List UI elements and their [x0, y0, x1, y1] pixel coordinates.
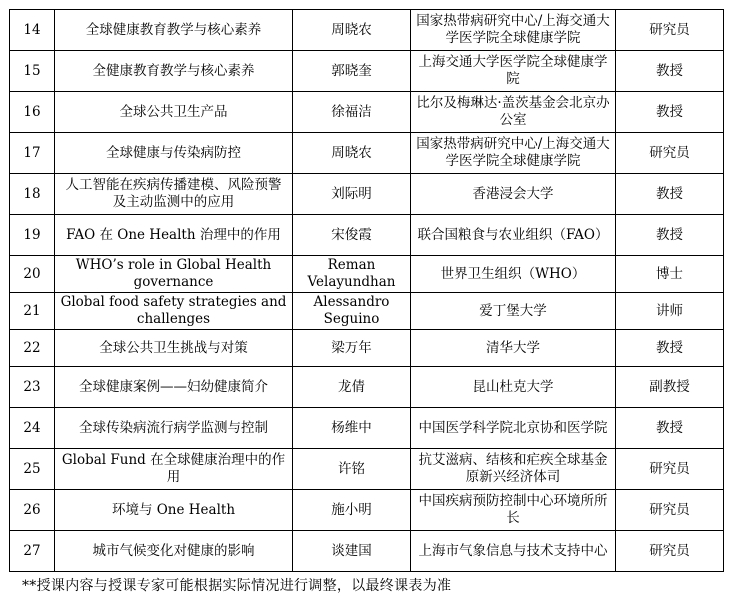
- course-topic-cell: 全球公共卫生挑战与对策: [55, 330, 293, 367]
- row-number-cell: 14: [10, 10, 55, 51]
- academic-title-cell: 教授: [616, 215, 724, 256]
- academic-title-cell: 博士: [616, 256, 724, 293]
- organization-cell: 联合国粮食与农业组织（FAO）: [411, 215, 616, 256]
- table-row: [10, 330, 724, 367]
- organization-cell: 中国医学科学院北京协和医学院: [411, 408, 616, 449]
- course-topic-cell: 全球健康教育教学与核心素养: [55, 10, 293, 51]
- row-number-cell: 19: [10, 215, 55, 256]
- course-topic-cell: 全健康教育教学与核心素养: [55, 51, 293, 92]
- organization-cell: 中国疾病预防控制中心环境所所长: [411, 490, 616, 531]
- academic-title-cell: 研究员: [616, 531, 724, 572]
- course-topic-cell: FAO 在 One Health 治理中的作用: [55, 215, 293, 256]
- course-topic-cell: Global food safety strategies and challenges: [55, 293, 293, 330]
- row-number-cell: 21: [10, 293, 55, 330]
- expert-name-cell: 宋俊霞: [293, 215, 411, 256]
- academic-title-cell: 研究员: [616, 133, 724, 174]
- course-topic-cell: 全球健康与传染病防控: [55, 133, 293, 174]
- organization-cell: 昆山杜克大学: [411, 367, 616, 408]
- table-row: [10, 174, 724, 215]
- course-topic-cell: WHO’s role in Global Health governance: [55, 256, 293, 293]
- expert-name-cell: 龙倩: [293, 367, 411, 408]
- organization-cell: 清华大学: [411, 330, 616, 367]
- academic-title-cell: 教授: [616, 92, 724, 133]
- row-number-cell: 15: [10, 51, 55, 92]
- row-number-cell: 24: [10, 408, 55, 449]
- expert-name-cell: 徐福洁: [293, 92, 411, 133]
- academic-title-cell: 教授: [616, 51, 724, 92]
- expert-name-cell: 杨维中: [293, 408, 411, 449]
- academic-title-cell: 教授: [616, 174, 724, 215]
- table-row: [10, 408, 724, 449]
- organization-cell: 国家热带病研究中心/上海交通大学医学院全球健康学院: [411, 133, 616, 174]
- academic-title-cell: 副教授: [616, 367, 724, 408]
- footnote: **授课内容与授课专家可能根据实际情况进行调整，以最终课表为准: [22, 578, 452, 594]
- academic-title-cell: 研究员: [616, 449, 724, 490]
- row-number-cell: 17: [10, 133, 55, 174]
- course-topic-cell: 全球公共卫生产品: [55, 92, 293, 133]
- table-row: [10, 256, 724, 293]
- academic-title-cell: 教授: [616, 330, 724, 367]
- row-number-cell: 20: [10, 256, 55, 293]
- expert-name-cell: 谈建国: [293, 531, 411, 572]
- table-row: [10, 133, 724, 174]
- organization-cell: 世界卫生组织（WHO）: [411, 256, 616, 293]
- row-number-cell: 22: [10, 330, 55, 367]
- course-schedule-table: [9, 9, 724, 572]
- table-row: [10, 449, 724, 490]
- expert-name-cell: 郭晓奎: [293, 51, 411, 92]
- organization-cell: 抗艾滋病、结核和疟疾全球基金原新兴经济体司: [411, 449, 616, 490]
- table-body: [10, 10, 724, 572]
- row-number-cell: 26: [10, 490, 55, 531]
- row-number-cell: 18: [10, 174, 55, 215]
- row-number-cell: 16: [10, 92, 55, 133]
- organization-cell: 爱丁堡大学: [411, 293, 616, 330]
- expert-name-cell: Alessandro Seguino: [293, 293, 411, 330]
- table-row: [10, 490, 724, 531]
- row-number-cell: 23: [10, 367, 55, 408]
- row-number-cell: 27: [10, 531, 55, 572]
- expert-name-cell: 周晓农: [293, 10, 411, 51]
- table-row: [10, 92, 724, 133]
- row-number-cell: 25: [10, 449, 55, 490]
- organization-cell: 国家热带病研究中心/上海交通大学医学院全球健康学院: [411, 10, 616, 51]
- table-row: [10, 293, 724, 330]
- expert-name-cell: 梁万年: [293, 330, 411, 367]
- expert-name-cell: 施小明: [293, 490, 411, 531]
- academic-title-cell: 研究员: [616, 10, 724, 51]
- organization-cell: 香港浸会大学: [411, 174, 616, 215]
- course-topic-cell: 全球传染病流行病学监测与控制: [55, 408, 293, 449]
- course-topic-cell: 全球健康案例——妇幼健康简介: [55, 367, 293, 408]
- expert-name-cell: 周晓农: [293, 133, 411, 174]
- organization-cell: 上海市气象信息与技术支持中心: [411, 531, 616, 572]
- expert-name-cell: 刘际明: [293, 174, 411, 215]
- table-row: [10, 51, 724, 92]
- academic-title-cell: 教授: [616, 408, 724, 449]
- table-row: [10, 10, 724, 51]
- course-topic-cell: 环境与 One Health: [55, 490, 293, 531]
- course-topic-cell: 人工智能在疾病传播建模、风险预警及主动监测中的应用: [55, 174, 293, 215]
- academic-title-cell: 讲师: [616, 293, 724, 330]
- expert-name-cell: 许铭: [293, 449, 411, 490]
- table-row: [10, 367, 724, 408]
- organization-cell: 上海交通大学医学院全球健康学院: [411, 51, 616, 92]
- academic-title-cell: 研究员: [616, 490, 724, 531]
- expert-name-cell: Reman Velayundhan: [293, 256, 411, 293]
- course-topic-cell: 城市气候变化对健康的影响: [55, 531, 293, 572]
- table-row: [10, 531, 724, 572]
- course-topic-cell: Global Fund 在全球健康治理中的作用: [55, 449, 293, 490]
- table-row: [10, 215, 724, 256]
- organization-cell: 比尔及梅琳达·盖茨基金会北京办公室: [411, 92, 616, 133]
